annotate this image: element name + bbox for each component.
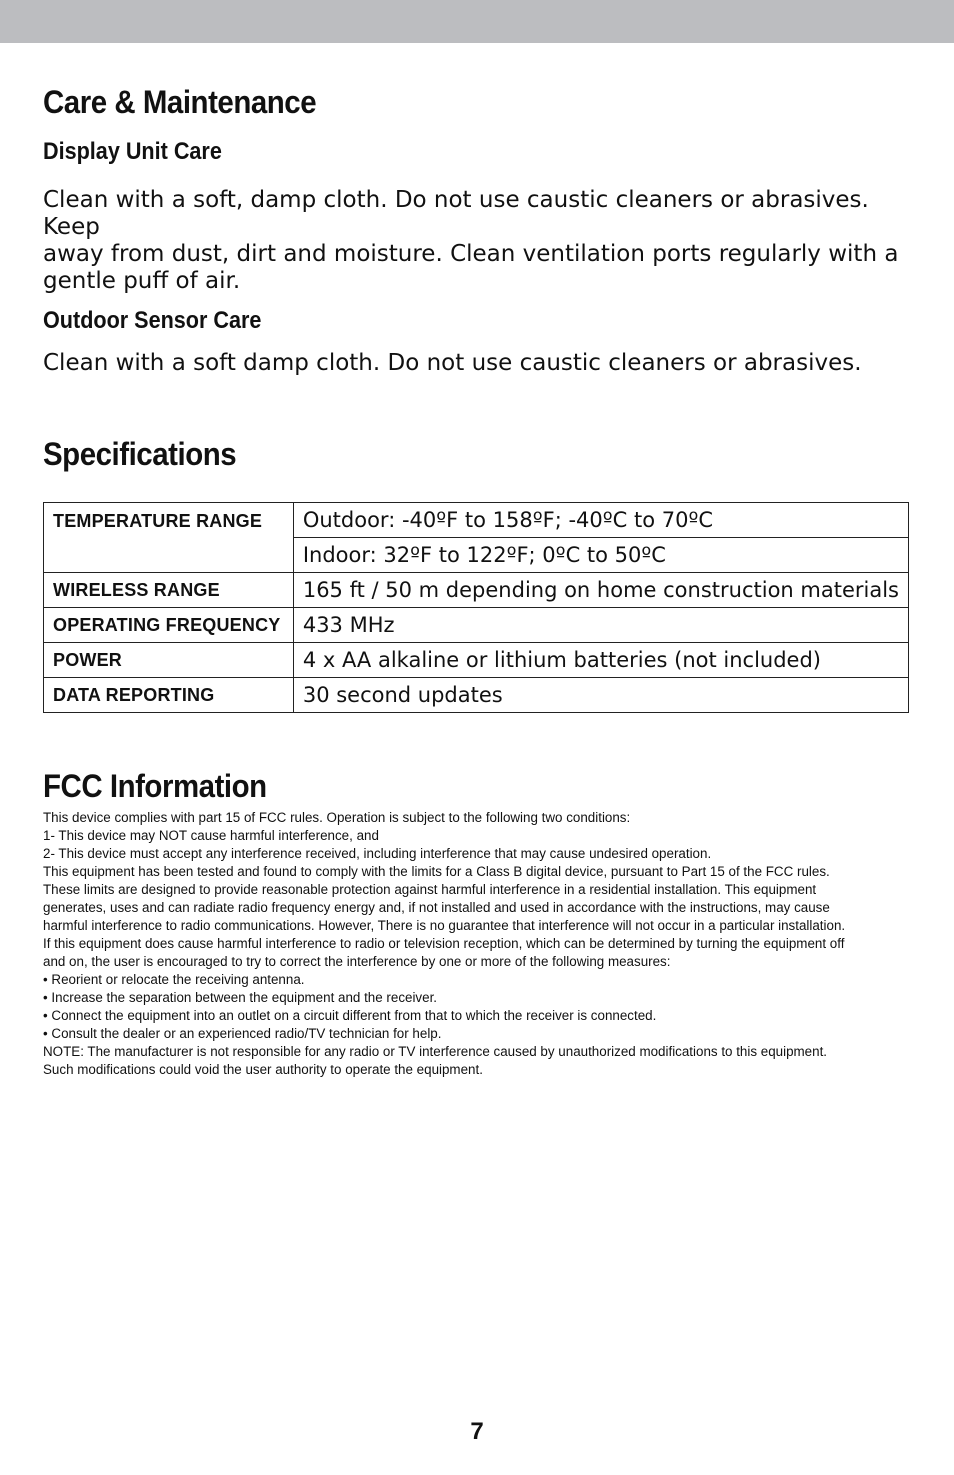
fcc-line: harmful interference to radio communications. However, There is no guarantee that interference will not occur in a particular installation. bbox=[43, 918, 846, 933]
specifications-title: Specifications bbox=[43, 436, 237, 472]
fcc-note-line: Such modifications could void the user authority to operate the equipment. bbox=[43, 1062, 483, 1077]
display-unit-care-line: away from dust, dirt and moisture. Clean ventilation ports regularly with a bbox=[43, 241, 899, 267]
table-row bbox=[44, 573, 909, 608]
table-row bbox=[44, 608, 909, 643]
fcc-line: 2- This device must accept any interference received, including interference that may cause undesired operation. bbox=[43, 846, 712, 861]
fcc-line: This device complies with part 15 of FCC rules. Operation is subject to the following two conditions: bbox=[43, 810, 631, 825]
spec-value-indoor-temp: Indoor: 32ºF to 122ºF; 0ºC to 50ºC bbox=[293, 538, 908, 573]
fcc-line: 1- This device may NOT cause harmful interference, and bbox=[43, 828, 379, 843]
spec-label-power: POWER bbox=[44, 643, 294, 678]
outdoor-sensor-care-text: Clean with a soft damp cloth. Do not use caustic cleaners or abrasives. bbox=[43, 350, 862, 376]
table-row bbox=[44, 678, 909, 713]
spec-value-data-reporting: 30 second updates bbox=[293, 678, 908, 713]
spec-label-temperature: TEMPERATURE RANGE bbox=[44, 503, 294, 573]
fcc-text bbox=[43, 809, 909, 1079]
display-unit-care-text bbox=[43, 187, 913, 295]
table-row bbox=[44, 503, 909, 538]
spec-label-data-reporting: DATA REPORTING bbox=[44, 678, 294, 713]
display-unit-care-line: Clean with a soft, damp cloth. Do not use caustic cleaners or abrasives. Keep bbox=[43, 187, 869, 240]
fcc-line: and on, the user is encouraged to try to correct the interference by one or more of the following measures: bbox=[43, 954, 671, 969]
care-maintenance-title: Care & Maintenance bbox=[43, 84, 317, 120]
display-unit-care-heading: Display Unit Care bbox=[43, 138, 222, 165]
spec-value-outdoor-temp: Outdoor: -40ºF to 158ºF; -40ºC to 70ºC bbox=[293, 503, 908, 538]
outdoor-sensor-care-heading: Outdoor Sensor Care bbox=[43, 307, 262, 334]
fcc-bullet: • Consult the dealer or an experienced radio/TV technician for help. bbox=[43, 1026, 442, 1041]
table-row bbox=[44, 643, 909, 678]
fcc-bullet: • Connect the equipment into an outlet on a circuit different from that to which the receiver is connected. bbox=[43, 1008, 657, 1023]
fcc-line: This equipment has been tested and found to comply with the limits for a Class B digital device, pursuant to Part 15 of the FCC rules. bbox=[43, 864, 830, 879]
fcc-line: generates, uses and can radiate radio frequency energy and, if not installed and used in accordance with the instructions, may cause bbox=[43, 900, 830, 915]
spec-value-power: 4 x AA alkaline or lithium batteries (not included) bbox=[293, 643, 908, 678]
fcc-line: If this equipment does cause harmful interference to radio or television reception, which can be determined by turning the equipment off bbox=[43, 936, 845, 951]
fcc-bullet: • Increase the separation between the equipment and the receiver. bbox=[43, 990, 438, 1005]
spec-value-wireless-range: 165 ft / 50 m depending on home construction materials bbox=[293, 573, 908, 608]
spec-value-operating-frequency: 433 MHz bbox=[293, 608, 908, 643]
fcc-line: These limits are designed to provide reasonable protection against harmful interference in a residential installation. This equipment bbox=[43, 882, 817, 897]
top-bar bbox=[0, 0, 954, 43]
fcc-bullet: • Reorient or relocate the receiving antenna. bbox=[43, 972, 305, 987]
spec-label-wireless-range: WIRELESS RANGE bbox=[44, 573, 294, 608]
display-unit-care-line: gentle puff of air. bbox=[43, 268, 241, 294]
fcc-note-line: NOTE: The manufacturer is not responsible for any radio or TV interference caused by unauthorized modifications to this equipment. bbox=[43, 1044, 828, 1059]
specifications-table bbox=[43, 502, 909, 713]
fcc-information-title: FCC Information bbox=[43, 768, 267, 804]
page-number: 7 bbox=[470, 1418, 484, 1445]
spec-label-operating-frequency: OPERATING FREQUENCY bbox=[44, 608, 294, 643]
